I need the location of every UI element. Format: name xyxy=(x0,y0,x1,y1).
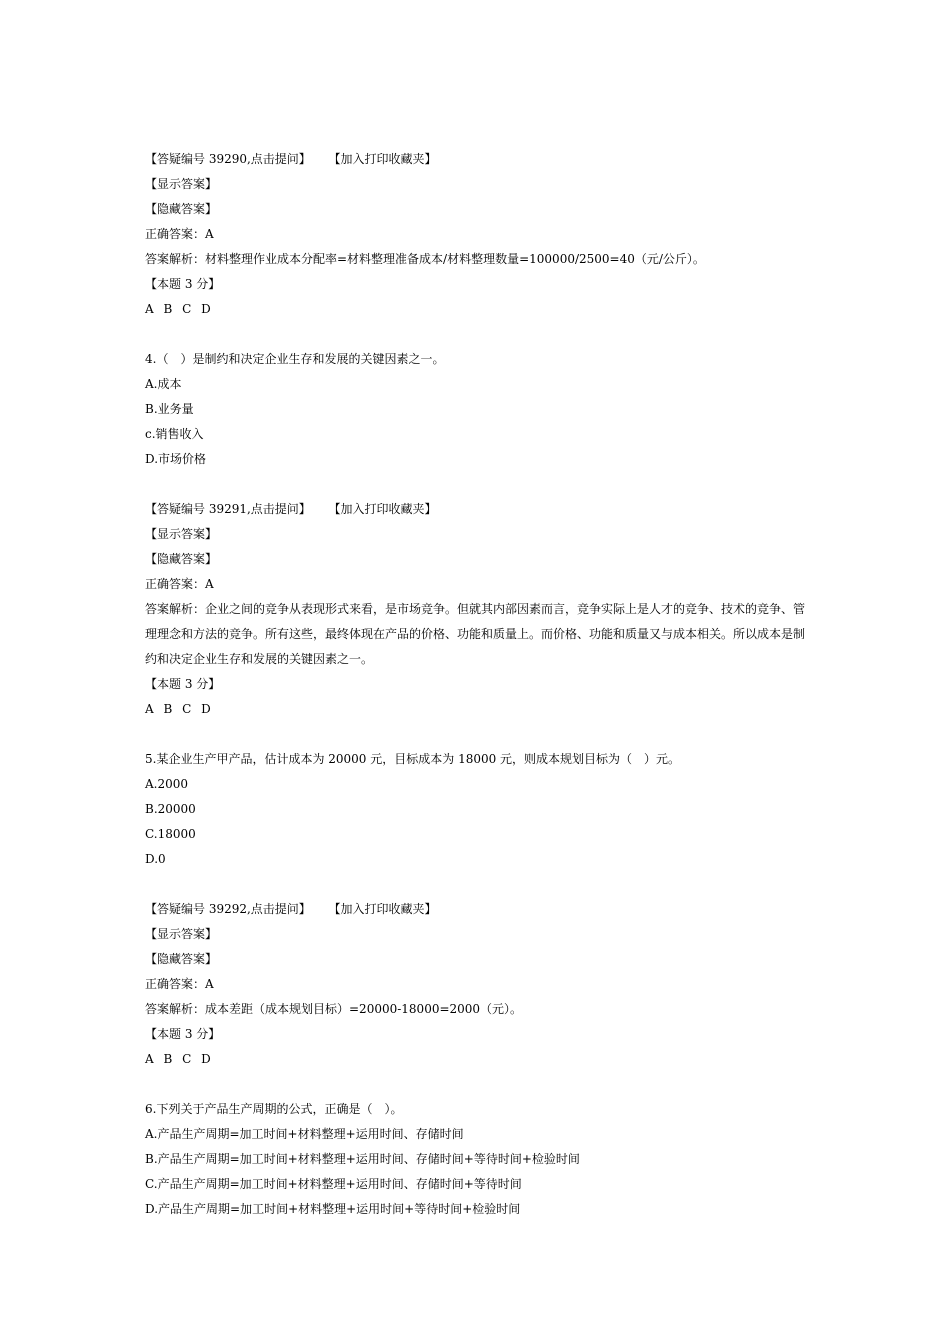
answer-block-q3 xyxy=(145,147,810,322)
show-answer-link[interactable]: 【显示答案】 xyxy=(145,177,218,191)
answer-header xyxy=(145,147,810,172)
choice-b[interactable]: B xyxy=(163,702,173,716)
question-text: 5.某企业生产甲产品，估计成本为 20000 元，目标成本为 18000 元，则成本规划目标为（ ）元。 xyxy=(145,752,681,766)
correct-answer: 正确答案：A xyxy=(145,577,214,591)
question-text: 6.下列关于产品生产周期的公式，正确是（ ）。 xyxy=(145,1102,403,1116)
answer-header xyxy=(145,497,810,522)
choice-row xyxy=(145,297,810,322)
choice-row xyxy=(145,1047,810,1072)
question-6 xyxy=(145,1097,810,1222)
question-4 xyxy=(145,347,810,472)
question-text: 4.（ ）是制约和决定企业生存和发展的关键因素之一。 xyxy=(145,352,445,366)
ask-question-link[interactable]: 【答疑编号 39291,点击提问】 xyxy=(145,502,311,516)
answer-analysis: 答案解析：企业之间的竞争从表现形式来看，是市场竞争。但就其内部因素而言，竞争实际上是人才的竞争、技术的竞争、管理理念和方法的竞争。所有这些，最终体现在产品的价格、功能和质量上。而价格、功能和质量又与成本相关。所以成本是制约和决定企业生存和发展的关键因素之一。 xyxy=(145,602,806,666)
answer-block-q4 xyxy=(145,497,810,722)
show-answer-link[interactable]: 【显示答案】 xyxy=(145,927,218,941)
answer-analysis: 答案解析：成本差距（成本规划目标）=20000-18000=2000（元）。 xyxy=(145,1002,523,1016)
option-b[interactable]: B.业务量 xyxy=(145,402,194,416)
choice-b[interactable]: B xyxy=(163,302,173,316)
show-answer-link[interactable]: 【显示答案】 xyxy=(145,527,218,541)
add-favorite-link[interactable]: 【加入打印收藏夹】 xyxy=(328,902,437,916)
hide-answer-link[interactable]: 【隐藏答案】 xyxy=(145,202,218,216)
option-d[interactable]: D.产品生产周期=加工时间+材料整理+运用时间+等待时间+检验时间 xyxy=(145,1202,521,1216)
correct-answer: 正确答案：A xyxy=(145,977,214,991)
choice-c[interactable]: C xyxy=(182,1052,192,1066)
option-a[interactable]: A.成本 xyxy=(145,377,182,391)
option-d[interactable]: D.0 xyxy=(145,852,166,866)
add-favorite-link[interactable]: 【加入打印收藏夹】 xyxy=(328,502,437,516)
question-score: 【本题 3 分】 xyxy=(145,1027,221,1041)
choice-row xyxy=(145,697,810,722)
choice-d[interactable]: D xyxy=(201,702,211,716)
option-c[interactable]: C.18000 xyxy=(145,827,196,841)
answer-analysis: 答案解析：材料整理作业成本分配率=材料整理准备成本/材料整理数量=100000/2500=40（元/公斤）。 xyxy=(145,252,705,266)
option-a[interactable]: A.产品生产周期=加工时间+材料整理+运用时间、存储时间 xyxy=(145,1127,464,1141)
question-5 xyxy=(145,747,810,872)
question-score: 【本题 3 分】 xyxy=(145,277,221,291)
hide-answer-link[interactable]: 【隐藏答案】 xyxy=(145,952,218,966)
choice-d[interactable]: D xyxy=(201,302,211,316)
hide-answer-link[interactable]: 【隐藏答案】 xyxy=(145,552,218,566)
correct-answer: 正确答案：A xyxy=(145,227,214,241)
choice-d[interactable]: D xyxy=(201,1052,211,1066)
answer-header xyxy=(145,897,810,922)
choice-a[interactable]: A xyxy=(145,1052,154,1066)
ask-question-link[interactable]: 【答疑编号 39290,点击提问】 xyxy=(145,152,311,166)
option-b[interactable]: B.产品生产周期=加工时间+材料整理+运用时间、存储时间+等待时间+检验时间 xyxy=(145,1152,580,1166)
option-c[interactable]: c.销售收入 xyxy=(145,427,204,441)
answer-block-q5 xyxy=(145,897,810,1072)
choice-c[interactable]: C xyxy=(182,302,192,316)
ask-question-link[interactable]: 【答疑编号 39292,点击提问】 xyxy=(145,902,311,916)
option-a[interactable]: A.2000 xyxy=(145,777,189,791)
question-score: 【本题 3 分】 xyxy=(145,677,221,691)
choice-c[interactable]: C xyxy=(182,702,192,716)
option-d[interactable]: D.市场价格 xyxy=(145,452,207,466)
choice-a[interactable]: A xyxy=(145,702,154,716)
add-favorite-link[interactable]: 【加入打印收藏夹】 xyxy=(328,152,437,166)
option-b[interactable]: B.20000 xyxy=(145,802,196,816)
choice-a[interactable]: A xyxy=(145,302,154,316)
choice-b[interactable]: B xyxy=(163,1052,173,1066)
document-page xyxy=(145,147,810,1222)
option-c[interactable]: C.产品生产周期=加工时间+材料整理+运用时间、存储时间+等待时间 xyxy=(145,1177,522,1191)
